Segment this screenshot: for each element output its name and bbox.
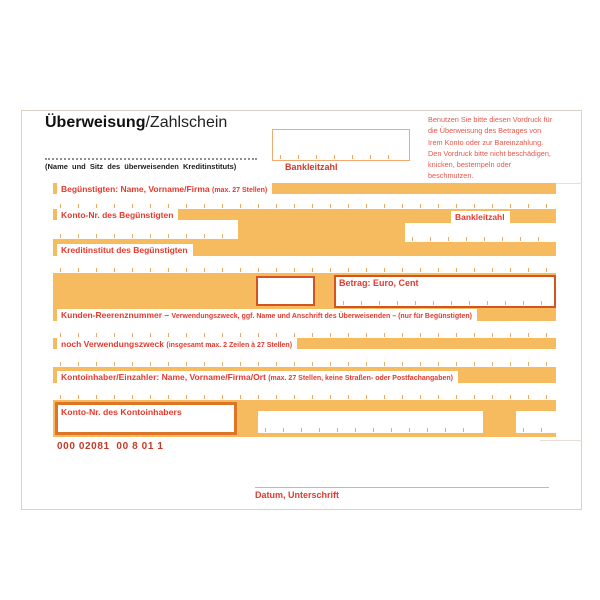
beneficiary-name-label: Begünstigten: Name, Vorname/Firma (max. 27 Stellen): [57, 183, 272, 198]
issuer-dotted-line: [45, 158, 257, 160]
form-title-primary: Überweisung: [45, 114, 146, 131]
instruction-line: beschmutzen.: [428, 171, 474, 181]
form-title: [45, 114, 227, 132]
form-code: 000 02081 00 8 01 1: [57, 441, 164, 452]
beneficiary-account-label: Konto-Nr. des Begünstigten: [57, 209, 178, 222]
instruction-line: Den Vordruck bitte nicht beschädigen,: [428, 148, 551, 158]
divider-line: [556, 183, 582, 184]
account-holder-hint: (max. 27 Stellen, keine Straßen- oder Postfachangaben): [268, 375, 453, 382]
reference-input[interactable]: [53, 321, 556, 338]
holder-account-label: Konto-Nr. des Kontoinhabers: [61, 407, 182, 417]
beneficiary-name-input[interactable]: [53, 194, 556, 209]
instruction-line: knicken, bestempeln oder: [428, 160, 512, 170]
holder-account-input[interactable]: [55, 402, 237, 435]
issuer-caption: (Name und Sitz des überweisenden Kreditinstituts): [45, 162, 237, 171]
beneficiary-blz-input[interactable]: [405, 223, 556, 242]
beneficiary-name-hint: (max. 27 Stellen): [212, 187, 268, 194]
signature-label: Datum, Unterschrift: [255, 490, 340, 500]
reference-more-input[interactable]: [53, 349, 556, 367]
reference-more-label: noch Verwendungszweck (insgesamt max. 2 Zeilen à 27 Stellen): [57, 338, 297, 353]
beneficiary-blz-label: Bankleitzahl: [451, 211, 510, 224]
amount-currency-box[interactable]: [256, 276, 315, 306]
account-holder-label: Kontoinhaber/Einzahler: Name, Vorname/Firma/Ort (max. 27 Stellen, keine Straßen- oder Postfachangaben): [57, 371, 458, 386]
instruction-line: Irem Konto oder zur Bareinzahlung.: [428, 137, 544, 147]
top-bankleitzahl-input[interactable]: [272, 129, 410, 161]
usage-instructions: [428, 114, 568, 182]
divider-line: [540, 440, 582, 441]
form-title-secondary: /Zahlschein: [145, 114, 228, 131]
amount-input[interactable]: [334, 275, 556, 308]
beneficiary-bank-input[interactable]: [53, 256, 556, 273]
account-holder-input[interactable]: [53, 383, 556, 400]
top-bankleitzahl-label: Bankleitzahl: [285, 162, 338, 172]
reference-label: Kunden-Reerenznummer – Verwendungszweck, ggf. Name und Anschrift des Überweisenden – (nur für Begünstigten): [57, 309, 477, 324]
reference-hint: Verwendungszweck, ggf. Name und Anschrift des Überweisenden – (nur für Begünstigten): [171, 313, 472, 320]
instruction-line: Benutzen Sie bitte diesen Vordruck für: [428, 115, 553, 124]
field-area: [53, 183, 556, 437]
signature-line[interactable]: [255, 487, 549, 488]
holder-extra-input[interactable]: [258, 411, 483, 433]
instruction-line: die Überweisung des Betrages von: [428, 126, 542, 136]
beneficiary-account-input[interactable]: [53, 220, 238, 239]
beneficiary-bank-label: Kreditinstitut des Begünstigten: [57, 244, 193, 257]
amount-label: Betrag: Euro, Cent: [339, 278, 419, 288]
reference-more-hint: (insgesamt max. 2 Zeilen à 27 Stellen): [166, 342, 293, 349]
holder-extra-small-input[interactable]: [516, 411, 556, 433]
